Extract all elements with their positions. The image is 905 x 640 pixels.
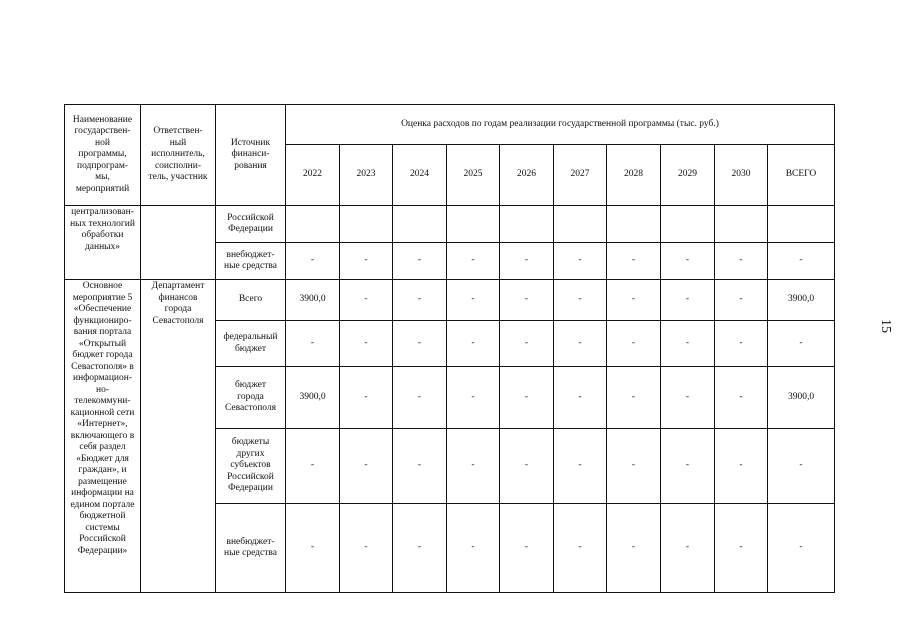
source-cell: федеральный бюджет <box>216 321 286 367</box>
value-cell: - <box>661 280 715 321</box>
header-estimate-title: Оценка расходов по годам реализации государственной программы (тыс. руб.) <box>286 105 835 145</box>
value-cell: - <box>607 429 661 504</box>
value-cell: - <box>661 429 715 504</box>
value-cell: - <box>500 367 554 429</box>
value-cell <box>715 206 768 243</box>
value-cell <box>286 206 340 243</box>
value-cell <box>607 206 661 243</box>
value-cell: - <box>500 243 554 280</box>
header-program: Наименование государствен- ной программы, подпрограм- мы, мероприятий <box>65 105 141 206</box>
value-cell: - <box>661 504 715 593</box>
value-cell: - <box>393 280 447 321</box>
header-year-2025: 2025 <box>447 145 500 206</box>
value-cell: 3900,0 <box>768 367 835 429</box>
value-cell: - <box>768 243 835 280</box>
value-cell: - <box>768 429 835 504</box>
value-cell: - <box>393 429 447 504</box>
page-number: 15 <box>878 319 893 333</box>
value-cell: - <box>554 243 607 280</box>
value-cell <box>393 206 447 243</box>
value-cell: - <box>607 504 661 593</box>
value-cell: - <box>500 280 554 321</box>
value-cell: - <box>447 243 500 280</box>
value-cell <box>500 206 554 243</box>
value-cell: - <box>768 321 835 367</box>
header-year-всего: ВСЕГО <box>768 145 835 206</box>
source-cell: Всего <box>216 280 286 321</box>
value-cell: - <box>661 367 715 429</box>
value-cell: - <box>447 429 500 504</box>
value-cell: - <box>286 429 340 504</box>
table-row <box>65 280 835 321</box>
value-cell: 3900,0 <box>286 280 340 321</box>
value-cell: - <box>393 367 447 429</box>
value-cell: - <box>447 321 500 367</box>
responsible-cell <box>141 206 216 280</box>
value-cell: - <box>447 504 500 593</box>
value-cell: - <box>340 367 393 429</box>
header-year-2030: 2030 <box>715 145 768 206</box>
value-cell: - <box>340 280 393 321</box>
value-cell: - <box>286 243 340 280</box>
value-cell: - <box>715 321 768 367</box>
value-cell: - <box>447 280 500 321</box>
value-cell: - <box>607 280 661 321</box>
value-cell: - <box>393 504 447 593</box>
value-cell: - <box>661 321 715 367</box>
header-year-2029: 2029 <box>661 145 715 206</box>
value-cell: - <box>554 280 607 321</box>
value-cell: - <box>715 243 768 280</box>
header-source: Источник финанси- рования <box>216 105 286 206</box>
value-cell: - <box>715 280 768 321</box>
header-year-2026: 2026 <box>500 145 554 206</box>
value-cell: - <box>554 429 607 504</box>
value-cell: 3900,0 <box>286 367 340 429</box>
value-cell: - <box>500 429 554 504</box>
value-cell: - <box>286 504 340 593</box>
value-cell <box>661 206 715 243</box>
value-cell: - <box>607 321 661 367</box>
budget-table <box>64 104 835 593</box>
value-cell: - <box>500 504 554 593</box>
value-cell: - <box>393 243 447 280</box>
source-cell: внебюджет- ные средства <box>216 243 286 280</box>
value-cell: - <box>607 243 661 280</box>
value-cell: - <box>715 504 768 593</box>
value-cell: - <box>340 321 393 367</box>
table-row <box>65 206 835 243</box>
value-cell: - <box>554 504 607 593</box>
header-row <box>65 105 835 145</box>
value-cell: - <box>661 243 715 280</box>
header-year-2023: 2023 <box>340 145 393 206</box>
value-cell: 3900,0 <box>768 280 835 321</box>
source-cell: Российской Федерации <box>216 206 286 243</box>
value-cell: - <box>715 429 768 504</box>
header-responsible: Ответствен- ный исполнитель, соисполни- тель, участник <box>141 105 216 206</box>
value-cell <box>768 206 835 243</box>
source-cell: внебюджет- ные средства <box>216 504 286 593</box>
value-cell: - <box>554 321 607 367</box>
value-cell: - <box>715 367 768 429</box>
value-cell: - <box>286 321 340 367</box>
value-cell <box>340 206 393 243</box>
value-cell <box>554 206 607 243</box>
value-cell: - <box>340 429 393 504</box>
value-cell: - <box>607 367 661 429</box>
header-year-2028: 2028 <box>607 145 661 206</box>
header-year-2027: 2027 <box>554 145 607 206</box>
value-cell: - <box>447 367 500 429</box>
source-cell: бюджет города Севастополя <box>216 367 286 429</box>
value-cell: - <box>554 367 607 429</box>
value-cell: - <box>340 504 393 593</box>
source-cell: бюджеты других субъектов Российской Федерации <box>216 429 286 504</box>
value-cell: - <box>768 504 835 593</box>
value-cell: - <box>500 321 554 367</box>
value-cell <box>447 206 500 243</box>
header-year-2024: 2024 <box>393 145 447 206</box>
value-cell: - <box>340 243 393 280</box>
program-cell: Основное мероприятие 5 «Обеспечение функциониро- вания портала «Открытый бюджет города Севастополя» в информацион- но- телекоммуни- кационной сети «Интернет», включающего в себя раздел «Бюджет для граждан», и размещение информации на едином портале бюджетной системы Российской Федерации» <box>65 280 141 593</box>
program-cell: централизован- ных технологий обработки данных» <box>65 206 141 280</box>
value-cell: - <box>393 321 447 367</box>
responsible-cell: Департамент финансов города Севастополя <box>141 280 216 593</box>
header-year-2022: 2022 <box>286 145 340 206</box>
